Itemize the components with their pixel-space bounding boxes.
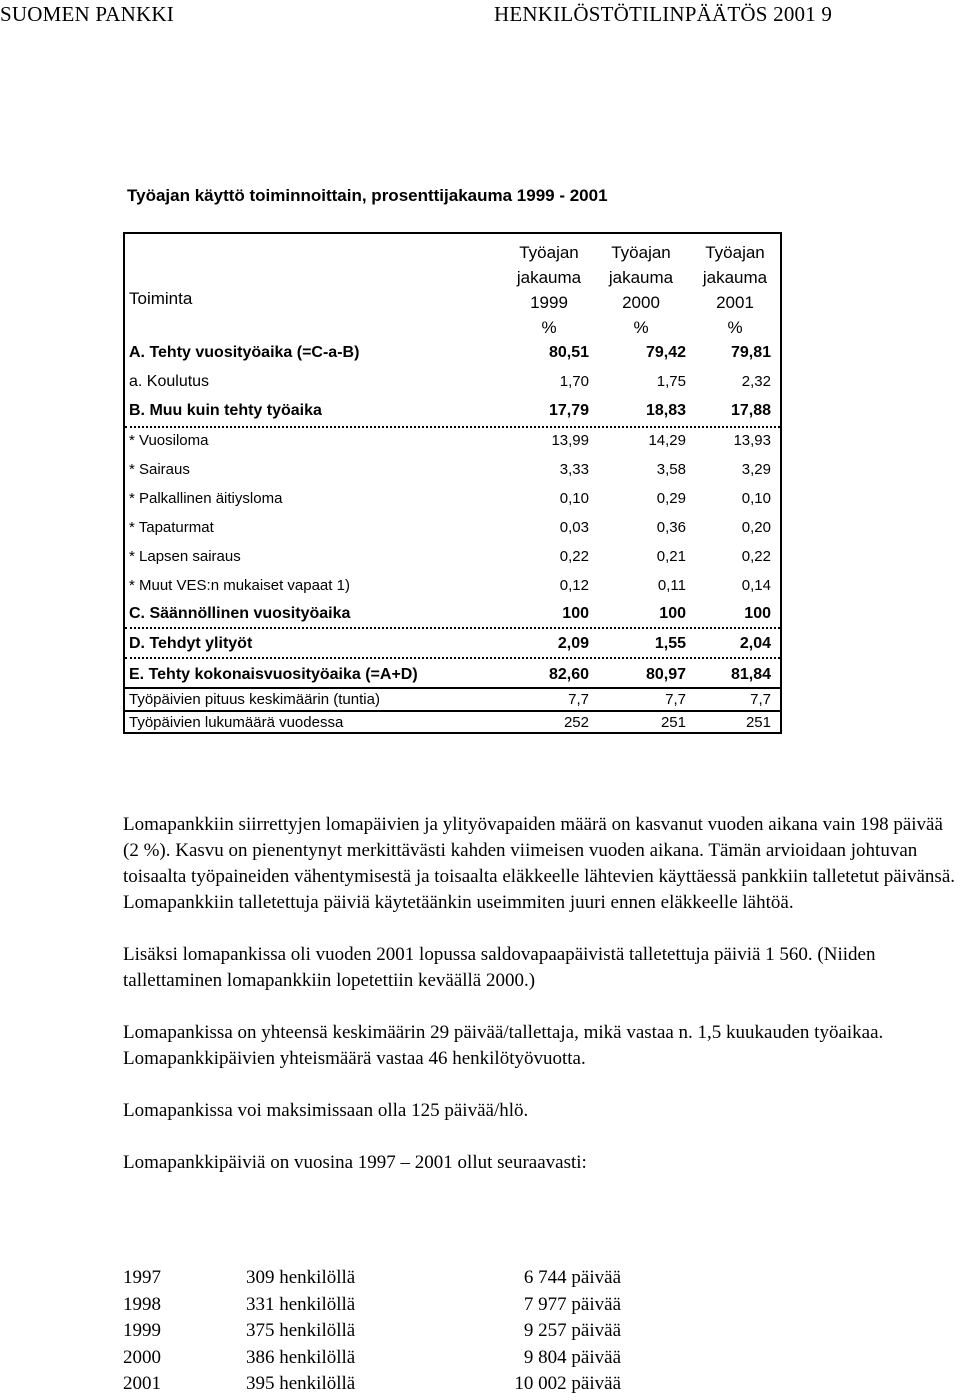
cell-2000: 1,55 [654,635,686,652]
table-row [125,519,780,545]
cell-2000: 0,21 [656,548,686,565]
cell-2001: 0,20 [741,519,771,536]
cell-1999: 252 [563,714,589,731]
cell-2000: 3,58 [656,461,686,478]
row-label: Työpäivien pituus keskimäärin (tuntia) [129,691,380,708]
cell-2000: 0,29 [656,490,686,507]
column-header-2000 [591,240,691,340]
table-title: Työajan käyttö toiminnoittain, prosenttijakauma 1999 - 2001 [127,186,608,205]
cell-2000: 0,11 [657,577,686,594]
cell-1999: 0,12 [559,577,589,594]
paragraph: Lisäksi lomapankissa oli vuoden 2001 lopussa saldovapaapäivistä talletettuja päiviä 1 560. (Niiden tallettaminen lomapankkiin lopetettiin keväällä 2000.) [123,944,876,991]
days: 9 804 päivää [523,1346,621,1368]
persons: 309 henkilöllä [246,1267,356,1288]
row-label: A. Tehty vuosityöaika (=C-a-B) [129,344,360,361]
row-label: Työpäivien lukumäärä vuodessa [129,714,344,731]
cell-2001: 17,88 [730,402,771,419]
year: 1999 [123,1320,161,1341]
column-header-line: jakauma [702,268,768,287]
table-row [125,710,780,734]
row-label: B. Muu kuin tehty työaika [129,402,322,419]
column-header-1999 [499,240,599,340]
row-label: D. Tehdyt ylityöt [129,635,253,652]
cell-2001: 0,22 [741,548,771,565]
paragraph: Lomapankkipäiviä on vuosina 1997 – 2001 ollut seuraavasti: [123,1152,587,1173]
days: 10 002 päivää [514,1373,621,1394]
table-row [125,605,780,629]
table-row [125,577,780,603]
cell-2001: 251 [745,714,771,731]
cell-1999: 2,09 [557,635,589,652]
column-header-line: Työajan [705,243,765,262]
column-header-line: 2000 [622,293,660,312]
column-header-toiminta: Toiminta [129,289,193,308]
column-header-line: jakauma [516,268,582,287]
year: 2001 [123,1373,161,1394]
cell-2000: 7,7 [665,691,686,708]
row-label: C. Säännöllinen vuosityöaika [129,605,351,622]
column-header-line: 2001 [716,293,754,312]
cell-2000: 18,83 [645,402,686,419]
year: 1997 [123,1267,161,1288]
cell-2000: 14,29 [648,432,686,449]
days: 7 977 päivää [523,1293,621,1315]
cell-1999: 13,99 [551,432,589,449]
cell-2000: 100 [659,605,686,622]
table-row [125,373,780,399]
row-label: * Tapaturmat [129,519,214,536]
cell-2000: 1,75 [656,373,686,390]
column-header-line: Työajan [519,243,579,262]
column-header-line: % [633,318,649,337]
row-label: * Palkallinen äitiysloma [129,490,283,507]
days: 9 257 päivää [523,1320,621,1341]
cell-2001: 2,32 [741,373,771,390]
cell-2001: 0,10 [741,490,771,507]
table-row [125,635,780,659]
column-header-line: % [541,318,557,337]
paragraph: Lomapankkiin siirrettyjen lomapäivien ja ylityövapaiden määrä on kasvanut vuoden aikana vain 198 päivää (2 %). Kasvu on pienentynyt merkittävästi kahden viimeisen vuoden aikana. Tämän arvioidaan johtuvan toisaalta työpaineiden vähentymisestä ja toisaalta eläkkeelle lähtevien käyttäessä pankkiin talletetut päivänsä. Lomapankkiin talletettuja päiviä käytetäänkin useimmiten juuri ennen eläkkeelle lähtöä. [123,814,956,913]
year: 2000 [123,1346,161,1368]
paragraph: Lomapankissa voi maksimissaan olla 125 päivää/hlö. [123,1100,529,1121]
cell-1999: 1,70 [559,373,589,390]
cell-2001: 2,04 [739,635,771,652]
year: 1998 [123,1293,161,1315]
column-header-line: jakauma [608,268,674,287]
persons: 386 henkilöllä [246,1346,356,1368]
cell-2000: 0,36 [656,519,686,536]
cell-2000: 251 [660,714,686,731]
cell-1999: 100 [562,605,589,622]
cell-2001: 100 [744,605,771,622]
table-row [125,432,780,458]
row-label: E. Tehty kokonaisvuosityöaika (=A+D) [129,666,418,683]
cell-2000: 80,97 [645,666,686,683]
table-row [125,666,780,688]
paragraph: Lomapankissa on yhteensä keskimäärin 29 päivää/tallettaja, mikä vastaa n. 1,5 kuukauden työaikaa. Lomapankkipäivien yhteismäärä vastaa 46 henkilötyövuotta. [123,1022,884,1069]
cell-1999: 80,51 [548,344,589,361]
worktime-table [123,232,782,734]
cell-2000: 79,42 [645,344,686,361]
cell-1999: 0,03 [559,519,589,536]
row-label: a. Koulutus [129,373,210,390]
cell-1999: 82,60 [548,666,589,683]
row-label: * Muut VES:n mukaiset vapaat 1) [129,577,350,594]
table-row [125,344,780,370]
cell-2001: 7,7 [750,691,771,708]
header-report-title: HENKILÖSTÖTILINPÄÄTÖS 2001 9 [494,2,833,26]
cell-1999: 0,10 [559,490,589,507]
persons: 375 henkilöllä [246,1320,356,1341]
cell-1999: 17,79 [548,402,589,419]
cell-1999: 0,22 [559,548,589,565]
cell-1999: 7,7 [568,691,589,708]
persons: 331 henkilöllä [246,1293,356,1315]
cell-2001: 79,81 [730,344,771,361]
table-row [125,461,780,487]
header-organization: SUOMEN PANKKI [0,2,174,26]
row-label: * Vuosiloma [129,432,209,449]
body-text [123,812,960,1202]
row-label: * Sairaus [129,461,190,478]
table-row [125,402,780,428]
table-row [125,490,780,516]
cell-1999: 3,33 [559,461,589,478]
column-header-line: 1999 [530,293,568,312]
column-header-line: % [727,318,743,337]
days: 6 744 päivää [523,1267,621,1288]
cell-2001: 3,29 [741,461,771,478]
persons: 395 henkilöllä [246,1373,356,1394]
table-row [125,548,780,574]
column-header-2001 [685,240,785,340]
cell-2001: 81,84 [730,666,771,683]
row-label: * Lapsen sairaus [129,548,241,565]
cell-2001: 13,93 [733,432,771,449]
table-row [125,687,780,711]
column-header-line: Työajan [611,243,671,262]
cell-2001: 0,14 [741,577,771,594]
